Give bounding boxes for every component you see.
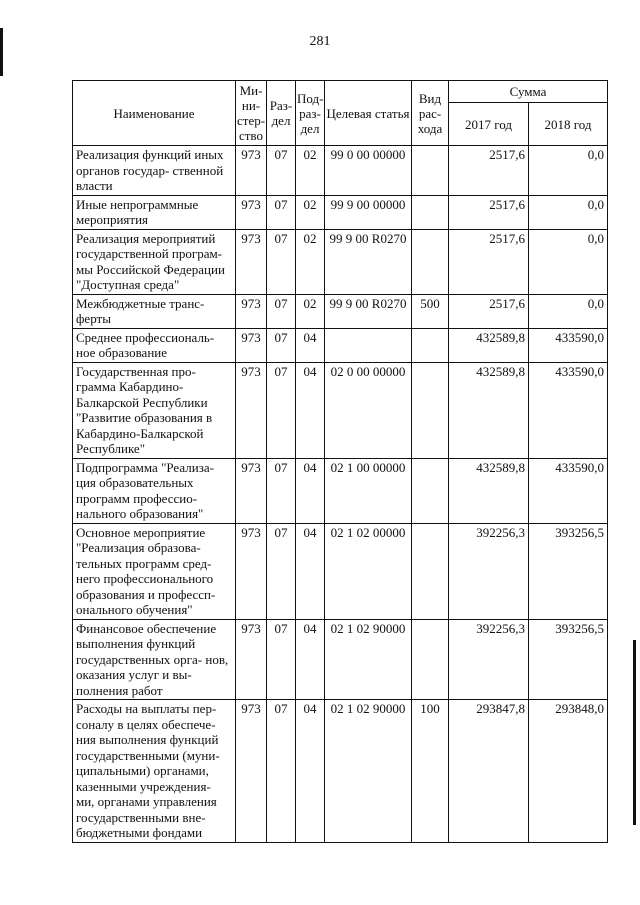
header-exp-type: Вид рас- хода xyxy=(412,81,449,146)
row-section: 07 xyxy=(267,328,296,362)
row-section: 07 xyxy=(267,700,296,843)
row-ministry: 973 xyxy=(236,229,267,294)
row-target: 99 9 00 R0270 xyxy=(325,294,412,328)
row-target: 02 1 02 90000 xyxy=(325,700,412,843)
table-row xyxy=(73,294,608,328)
row-sum-2017: 432589,8 xyxy=(449,328,529,362)
row-ministry: 973 xyxy=(236,700,267,843)
row-sum-2017: 2517,6 xyxy=(449,146,529,196)
table-row xyxy=(73,523,608,619)
table-row xyxy=(73,229,608,294)
row-section: 07 xyxy=(267,294,296,328)
row-exp-type xyxy=(412,328,449,362)
row-name: Основное мероприятие "Реализация образова- тельных программ сред- него профессионального образования и профессп- онального обучения" xyxy=(73,523,236,619)
row-ministry: 973 xyxy=(236,328,267,362)
row-sum-2017: 2517,6 xyxy=(449,195,529,229)
row-exp-type: 500 xyxy=(412,294,449,328)
header-2017: 2017 год xyxy=(449,103,529,146)
row-target: 02 1 00 00000 xyxy=(325,458,412,523)
row-target: 99 9 00 00000 xyxy=(325,195,412,229)
header-section: Раз- дел xyxy=(267,81,296,146)
row-name: Финансовое обеспечение выполнения функций государственных орга- нов, оказания услуг и вы- полнения работ xyxy=(73,619,236,700)
header-target: Целевая статья xyxy=(325,81,412,146)
table-row xyxy=(73,362,608,458)
row-exp-type xyxy=(412,362,449,458)
row-ministry: 973 xyxy=(236,294,267,328)
table-row xyxy=(73,619,608,700)
row-subsection: 04 xyxy=(296,700,325,843)
header-sum: Сумма xyxy=(449,81,608,103)
row-section: 07 xyxy=(267,195,296,229)
row-subsection: 02 xyxy=(296,294,325,328)
row-sum-2018: 0,0 xyxy=(529,195,608,229)
row-ministry: 973 xyxy=(236,146,267,196)
row-name: Государственная про- грамма Кабардино- Балкарской Республики "Развитие образования в Кабардино-Балкарской Республике" xyxy=(73,362,236,458)
row-sum-2017: 392256,3 xyxy=(449,619,529,700)
row-exp-type: 100 xyxy=(412,700,449,843)
row-subsection: 02 xyxy=(296,146,325,196)
row-name: Иные непрограммные мероприятия xyxy=(73,195,236,229)
row-name: Расходы на выплаты пер- соналу в целях обеспече- ния выполнения функций государственными (муни- ципальными) органами, казенными учреждения- ми, органами управления государственными вне- бюджетными фондами xyxy=(73,700,236,843)
row-name: Межбюджетные транс- ферты xyxy=(73,294,236,328)
row-section: 07 xyxy=(267,229,296,294)
row-sum-2018: 433590,0 xyxy=(529,458,608,523)
row-sum-2018: 0,0 xyxy=(529,229,608,294)
row-subsection: 04 xyxy=(296,362,325,458)
row-subsection: 04 xyxy=(296,619,325,700)
table-row xyxy=(73,195,608,229)
header-name: Наименование xyxy=(73,81,236,146)
row-target: 02 1 02 90000 xyxy=(325,619,412,700)
scan-edge-mark xyxy=(633,640,636,825)
budget-table xyxy=(72,80,608,843)
row-subsection: 04 xyxy=(296,458,325,523)
row-subsection: 04 xyxy=(296,523,325,619)
scan-edge-mark xyxy=(0,28,3,76)
row-sum-2017: 2517,6 xyxy=(449,294,529,328)
row-section: 07 xyxy=(267,362,296,458)
header-row xyxy=(73,81,608,103)
row-sum-2018: 0,0 xyxy=(529,146,608,196)
row-subsection: 02 xyxy=(296,229,325,294)
row-ministry: 973 xyxy=(236,619,267,700)
table-row xyxy=(73,458,608,523)
table-row xyxy=(73,700,608,843)
row-target: 99 0 00 00000 xyxy=(325,146,412,196)
row-sum-2018: 393256,5 xyxy=(529,523,608,619)
table-row xyxy=(73,146,608,196)
row-exp-type xyxy=(412,458,449,523)
row-name: Среднее профессиональ- ное образование xyxy=(73,328,236,362)
row-section: 07 xyxy=(267,458,296,523)
row-name: Реализация функций иных органов государ- ственной власти xyxy=(73,146,236,196)
row-name: Подпрограмма "Реализа- ция образовательных программ профессио- нального образования" xyxy=(73,458,236,523)
row-subsection: 02 xyxy=(296,195,325,229)
header-subsection: Под- раз- дел xyxy=(296,81,325,146)
header-2018: 2018 год xyxy=(529,103,608,146)
table-row xyxy=(73,328,608,362)
header-ministry: Ми- ни- стер- ство xyxy=(236,81,267,146)
row-sum-2017: 432589,8 xyxy=(449,458,529,523)
row-ministry: 973 xyxy=(236,195,267,229)
row-sum-2017: 293847,8 xyxy=(449,700,529,843)
row-name: Реализация мероприятий государственной програм- мы Российской Федерации "Доступная среда" xyxy=(73,229,236,294)
row-exp-type xyxy=(412,229,449,294)
row-exp-type xyxy=(412,146,449,196)
row-sum-2017: 2517,6 xyxy=(449,229,529,294)
row-sum-2018: 293848,0 xyxy=(529,700,608,843)
row-section: 07 xyxy=(267,523,296,619)
row-target: 02 0 00 00000 xyxy=(325,362,412,458)
row-ministry: 973 xyxy=(236,362,267,458)
row-section: 07 xyxy=(267,619,296,700)
row-subsection: 04 xyxy=(296,328,325,362)
row-sum-2017: 432589,8 xyxy=(449,362,529,458)
row-sum-2018: 433590,0 xyxy=(529,362,608,458)
row-target: 02 1 02 00000 xyxy=(325,523,412,619)
row-ministry: 973 xyxy=(236,523,267,619)
row-exp-type xyxy=(412,195,449,229)
row-section: 07 xyxy=(267,146,296,196)
row-sum-2018: 433590,0 xyxy=(529,328,608,362)
row-exp-type xyxy=(412,619,449,700)
row-sum-2018: 0,0 xyxy=(529,294,608,328)
page-number: 281 xyxy=(309,34,331,49)
row-ministry: 973 xyxy=(236,458,267,523)
row-target xyxy=(325,328,412,362)
row-target: 99 9 00 R0270 xyxy=(325,229,412,294)
row-exp-type xyxy=(412,523,449,619)
row-sum-2017: 392256,3 xyxy=(449,523,529,619)
row-sum-2018: 393256,5 xyxy=(529,619,608,700)
